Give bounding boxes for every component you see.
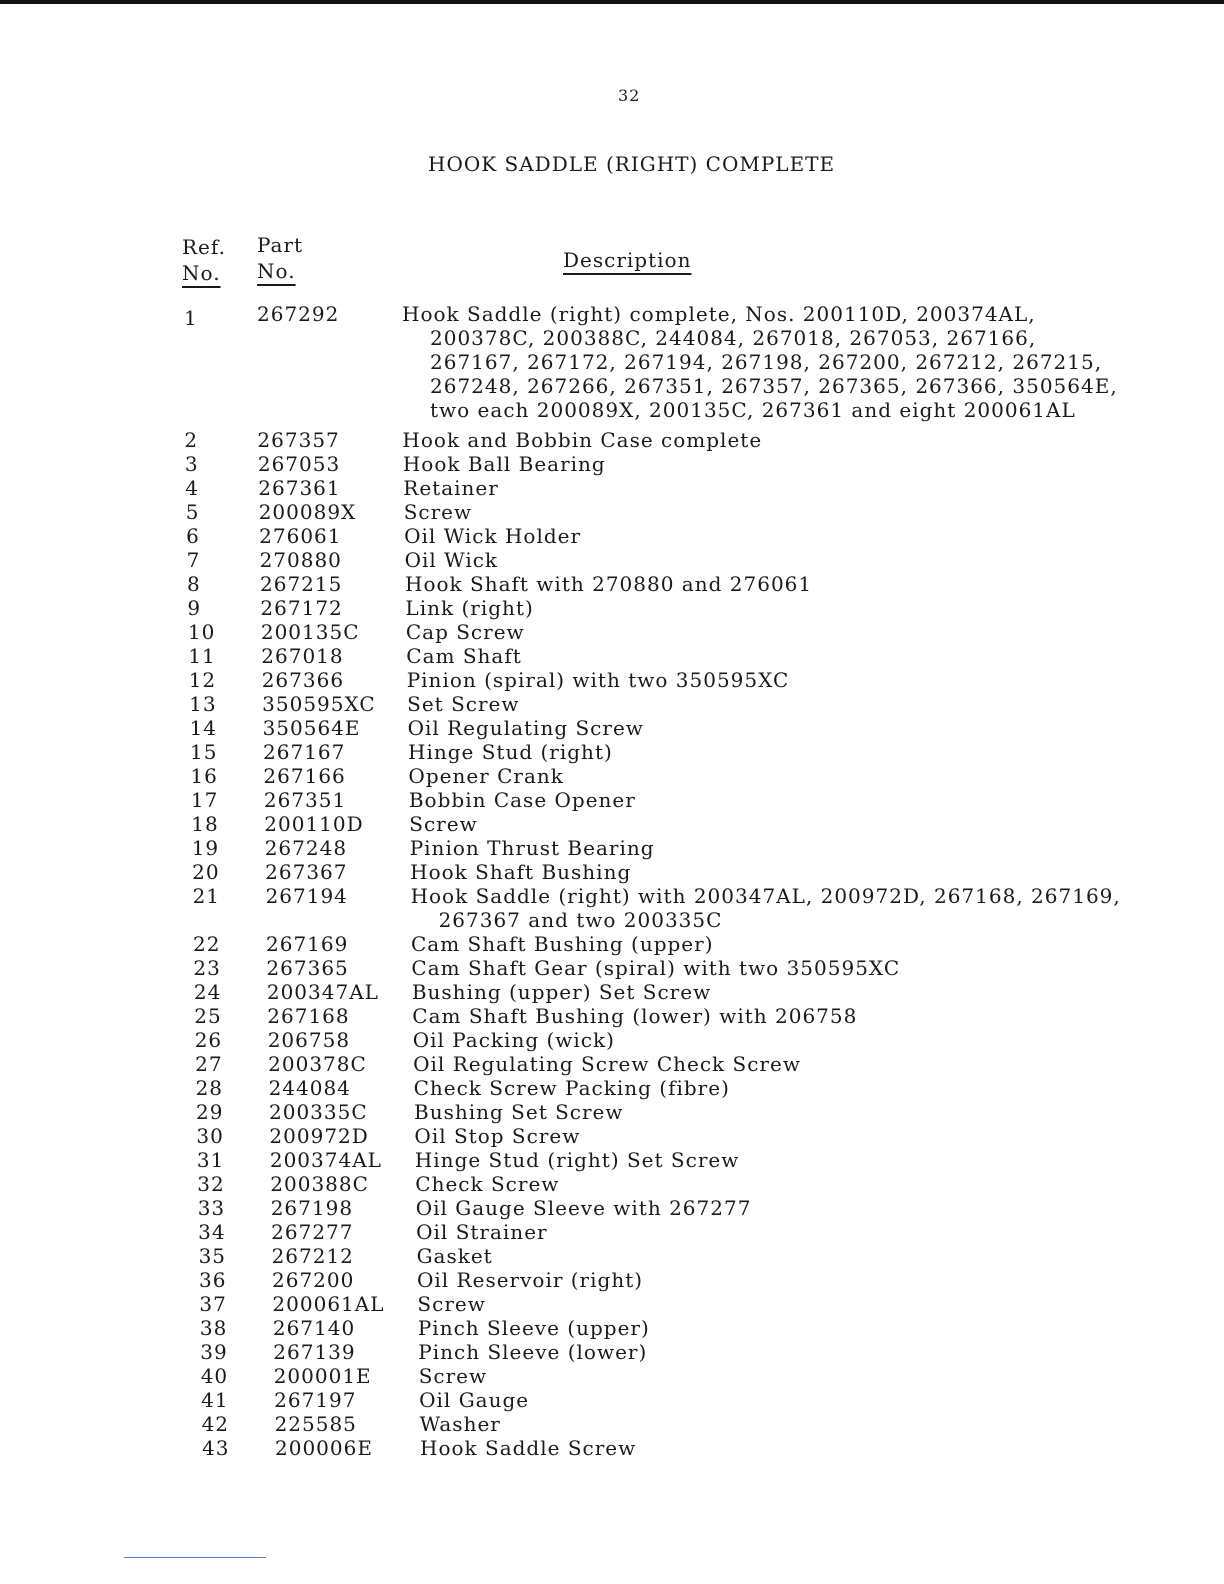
parts-list-table	[0, 302, 1224, 1460]
ref-number: 37	[199, 1292, 227, 1316]
column-header-description: Description	[563, 248, 692, 272]
description-line: Oil Reservoir (right)	[417, 1268, 644, 1292]
description-line: Pinion Thrust Bearing	[409, 836, 655, 860]
part-description	[420, 1436, 1170, 1460]
part-number: 267166	[263, 764, 346, 788]
ref-number: 41	[201, 1388, 229, 1412]
part-description	[408, 740, 1158, 764]
part-number: 267198	[270, 1196, 354, 1220]
description-line: Oil Wick Holder	[404, 524, 582, 548]
ref-number: 38	[199, 1316, 228, 1340]
part-number: 267169	[266, 932, 349, 956]
part-number: 267200	[272, 1268, 355, 1292]
part-number: 267366	[261, 668, 345, 692]
ref-number: 26	[194, 1028, 223, 1052]
part-description	[418, 1316, 1168, 1340]
part-number: 267172	[260, 596, 343, 620]
part-description	[407, 692, 1157, 716]
description-line: Screw	[418, 1364, 488, 1388]
description-line: Link (right)	[405, 596, 534, 620]
table-row	[0, 956, 1224, 980]
part-description	[402, 428, 1152, 452]
table-row	[0, 500, 1224, 524]
ref-number: 16	[190, 764, 218, 788]
table-row	[0, 788, 1224, 812]
description-line: Oil Gauge	[419, 1388, 530, 1412]
description-line: 200378C, 200388C, 244084, 267018, 267053, 267166,	[430, 326, 1037, 350]
ref-number: 25	[194, 1004, 222, 1028]
top-border-rule	[0, 0, 1224, 4]
part-description	[418, 1340, 1168, 1364]
part-description	[413, 1028, 1163, 1052]
part-description	[408, 716, 1158, 740]
table-row	[0, 1124, 1224, 1148]
table-row	[0, 302, 1224, 422]
part-description	[405, 548, 1155, 572]
ref-number: 7	[186, 548, 201, 572]
table-row	[0, 572, 1224, 596]
part-number: 200347AL	[266, 980, 379, 1004]
part-description	[404, 524, 1154, 548]
part-description	[417, 1292, 1167, 1316]
part-description	[409, 812, 1159, 836]
description-line: Oil Regulating Screw Check Screw	[413, 1052, 801, 1076]
description-line: Pinch Sleeve (lower)	[418, 1340, 648, 1364]
description-line: Check Screw Packing (fibre)	[413, 1076, 730, 1100]
description-line: Hook Shaft Bushing	[410, 860, 632, 884]
part-description	[403, 452, 1153, 476]
part-description	[407, 668, 1157, 692]
description-line: 267367 and two 200335C	[438, 908, 723, 932]
table-row	[0, 764, 1224, 788]
ref-number: 36	[199, 1268, 227, 1292]
part-number: 267018	[261, 644, 344, 668]
part-number: 267139	[273, 1340, 356, 1364]
description-line: two each 200089X, 200135C, 267361 and eight 200061AL	[430, 398, 1076, 422]
part-number: 200374AL	[269, 1148, 382, 1172]
part-number: 200972D	[269, 1124, 369, 1148]
part-description	[406, 644, 1156, 668]
ref-number: 24	[193, 980, 222, 1004]
column-header-part-no	[257, 232, 303, 284]
table-row	[0, 932, 1224, 956]
table-row	[0, 884, 1224, 932]
description-line: Oil Strainer	[416, 1220, 548, 1244]
part-description	[412, 1004, 1162, 1028]
description-line: Bushing Set Screw	[414, 1100, 624, 1124]
ref-number: 9	[187, 596, 202, 620]
column-header-part-line1: Part	[257, 233, 304, 257]
description-line: Oil Regulating Screw	[407, 716, 644, 740]
part-number: 267194	[265, 884, 348, 908]
column-header-ref-line2: No.	[182, 261, 221, 285]
part-description	[416, 1196, 1166, 1220]
ref-number: 14	[189, 716, 218, 740]
part-description	[414, 1124, 1164, 1148]
part-number: 267292	[257, 302, 340, 326]
table-row	[0, 1004, 1224, 1028]
ref-number: 21	[192, 884, 221, 908]
ref-number: 15	[190, 740, 218, 764]
ref-number: 27	[195, 1052, 223, 1076]
part-description	[411, 956, 1161, 980]
part-description	[414, 1076, 1164, 1100]
table-row	[0, 1172, 1224, 1196]
part-number: 244084	[268, 1076, 351, 1100]
table-row	[0, 452, 1224, 476]
ref-number: 4	[185, 476, 200, 500]
part-description	[408, 764, 1158, 788]
description-line: Set Screw	[407, 692, 520, 716]
part-description	[406, 620, 1156, 644]
description-line: Hook Shaft with 270880 and 276061	[405, 572, 813, 596]
page-title: HOOK SADDLE (RIGHT) COMPLETE	[428, 152, 836, 176]
part-description	[415, 1172, 1165, 1196]
part-number: 200335C	[269, 1100, 368, 1124]
ref-number: 3	[184, 452, 199, 476]
page-number: 32	[618, 86, 641, 105]
column-header-ref-no	[182, 234, 226, 286]
table-row	[0, 1316, 1224, 1340]
description-line: Check Screw	[415, 1172, 560, 1196]
description-line: Hook Saddle (right) with 200347AL, 200972D, 267168, 267169,	[410, 884, 1121, 908]
table-row	[0, 692, 1224, 716]
part-number: 225585	[274, 1412, 357, 1436]
ref-number: 29	[196, 1100, 224, 1124]
ref-number: 1	[184, 306, 198, 330]
description-line: Cam Shaft Bushing (lower) with 206758	[412, 1004, 858, 1028]
ref-number: 35	[198, 1244, 227, 1268]
part-description	[403, 476, 1153, 500]
table-row	[0, 1220, 1224, 1244]
ref-number: 22	[193, 932, 221, 956]
part-number: 267168	[267, 1004, 350, 1028]
table-row	[0, 740, 1224, 764]
description-line: Oil Gauge Sleeve with 267277	[415, 1196, 752, 1220]
ref-number: 30	[196, 1124, 224, 1148]
table-row	[0, 1196, 1224, 1220]
ref-number: 40	[200, 1364, 229, 1388]
description-line: Oil Packing (wick)	[412, 1028, 615, 1052]
part-number: 206758	[267, 1028, 351, 1052]
table-row	[0, 1388, 1224, 1412]
table-row	[0, 1412, 1224, 1436]
part-number: 267365	[266, 956, 349, 980]
description-line: Hinge Stud (right) Set Screw	[414, 1148, 740, 1172]
description-line: Hook and Bobbin Case complete	[402, 428, 763, 452]
part-number: 267361	[258, 476, 341, 500]
description-line: 267167, 267172, 267194, 267198, 267200, 267212, 267215,	[430, 350, 1103, 374]
table-row	[0, 620, 1224, 644]
description-line: Oil Wick	[404, 548, 499, 572]
ref-number: 2	[184, 428, 199, 452]
description-line: Washer	[419, 1412, 501, 1436]
part-number: 267351	[263, 788, 347, 812]
description-line: 267248, 267266, 267351, 267357, 267365, 267366, 350564E,	[430, 374, 1118, 398]
table-row	[0, 1052, 1224, 1076]
ref-number: 34	[198, 1220, 226, 1244]
table-row	[0, 1028, 1224, 1052]
part-number: 267140	[272, 1316, 356, 1340]
part-number: 267212	[271, 1244, 354, 1268]
part-number: 270880	[259, 548, 342, 572]
part-description	[402, 302, 1152, 422]
part-number: 267357	[257, 428, 340, 452]
table-row	[0, 1244, 1224, 1268]
description-line: Hook Saddle (right) complete, Nos. 200110D, 200374AL,	[402, 302, 1036, 326]
ref-number: 43	[202, 1436, 230, 1460]
part-number: 200001E	[273, 1364, 372, 1388]
ref-number: 12	[188, 668, 217, 692]
part-description	[419, 1388, 1169, 1412]
part-number: 267248	[264, 836, 348, 860]
description-line: Pinch Sleeve (upper)	[417, 1316, 650, 1340]
part-description	[415, 1148, 1165, 1172]
part-description	[404, 500, 1154, 524]
description-line: Hook Saddle Screw	[420, 1436, 637, 1460]
bottom-margin-line	[124, 1557, 266, 1558]
table-row	[0, 1076, 1224, 1100]
ref-number: 13	[189, 692, 217, 716]
ref-number: 42	[201, 1412, 230, 1436]
description-line: Cam Shaft Gear (spiral) with two 350595XC	[411, 956, 901, 980]
part-description	[412, 980, 1162, 1004]
part-number: 200110D	[264, 812, 364, 836]
description-line: Bushing (upper) Set Screw	[411, 980, 712, 1004]
description-line: Gasket	[416, 1244, 493, 1268]
part-description	[405, 572, 1155, 596]
description-line: Hinge Stud (right)	[408, 740, 613, 764]
part-description	[411, 932, 1161, 956]
ref-number: 10	[187, 620, 216, 644]
table-row	[0, 668, 1224, 692]
table-row	[0, 812, 1224, 836]
ref-number: 5	[185, 500, 200, 524]
part-description	[410, 836, 1160, 860]
part-number: 200006E	[275, 1436, 373, 1460]
description-line: Screw	[403, 500, 473, 524]
ref-number: 19	[191, 836, 220, 860]
ref-number: 20	[192, 860, 220, 884]
description-line: Pinion (spiral) with two 350595XC	[406, 668, 790, 692]
part-description	[419, 1364, 1169, 1388]
table-row	[0, 596, 1224, 620]
part-description	[420, 1412, 1170, 1436]
description-line: Opener Crank	[408, 764, 564, 788]
part-number: 267277	[271, 1220, 354, 1244]
column-header-part-line2: No.	[257, 259, 296, 283]
part-number: 276061	[259, 524, 342, 548]
description-line: Hook Ball Bearing	[402, 452, 606, 476]
description-line: Cap Screw	[405, 620, 525, 644]
table-row	[0, 716, 1224, 740]
ref-number: 11	[188, 644, 216, 668]
ref-number: 33	[197, 1196, 226, 1220]
description-line: Retainer	[403, 476, 499, 500]
part-number: 200378C	[268, 1052, 367, 1076]
part-number: 200089X	[258, 500, 357, 524]
ref-number: 17	[190, 788, 219, 812]
ref-number: 23	[193, 956, 221, 980]
table-row	[0, 1436, 1224, 1460]
table-row	[0, 428, 1224, 452]
table-row	[0, 1148, 1224, 1172]
ref-number: 8	[187, 572, 201, 596]
part-number: 267167	[263, 740, 346, 764]
part-description	[409, 788, 1159, 812]
table-row	[0, 1100, 1224, 1124]
table-row	[0, 548, 1224, 572]
table-row	[0, 1340, 1224, 1364]
ref-number: 6	[186, 524, 200, 548]
description-line: Oil Stop Screw	[414, 1124, 581, 1148]
part-description	[414, 1100, 1164, 1124]
table-row	[0, 980, 1224, 1004]
table-row	[0, 1268, 1224, 1292]
description-line: Cam Shaft	[406, 644, 522, 668]
part-number: 200135C	[260, 620, 360, 644]
part-description	[417, 1268, 1167, 1292]
part-number: 350595XC	[262, 692, 376, 716]
part-description	[417, 1244, 1167, 1268]
table-row	[0, 644, 1224, 668]
part-description	[410, 860, 1160, 884]
table-row	[0, 836, 1224, 860]
table-row	[0, 1364, 1224, 1388]
part-description	[413, 1052, 1163, 1076]
table-row	[0, 1292, 1224, 1316]
part-number: 200388C	[270, 1172, 369, 1196]
part-description	[411, 884, 1161, 932]
part-description	[405, 596, 1155, 620]
table-row	[0, 860, 1224, 884]
table-row	[0, 476, 1224, 500]
part-number: 267053	[257, 452, 341, 476]
ref-number: 28	[195, 1076, 224, 1100]
description-line: Cam Shaft Bushing (upper)	[411, 932, 714, 956]
part-number: 267367	[265, 860, 348, 884]
description-line: Screw	[417, 1292, 486, 1316]
part-number: 350564E	[262, 716, 361, 740]
column-header-ref-line1: Ref.	[182, 235, 226, 259]
part-number: 200061AL	[272, 1292, 385, 1316]
ref-number: 39	[200, 1340, 228, 1364]
description-line: Screw	[409, 812, 478, 836]
part-number: 267215	[260, 572, 343, 596]
ref-number: 32	[197, 1172, 225, 1196]
description-line: Bobbin Case Opener	[408, 788, 636, 812]
part-description	[416, 1220, 1166, 1244]
table-row	[0, 524, 1224, 548]
ref-number: 18	[191, 812, 219, 836]
ref-number: 31	[196, 1148, 225, 1172]
part-number: 267197	[274, 1388, 357, 1412]
